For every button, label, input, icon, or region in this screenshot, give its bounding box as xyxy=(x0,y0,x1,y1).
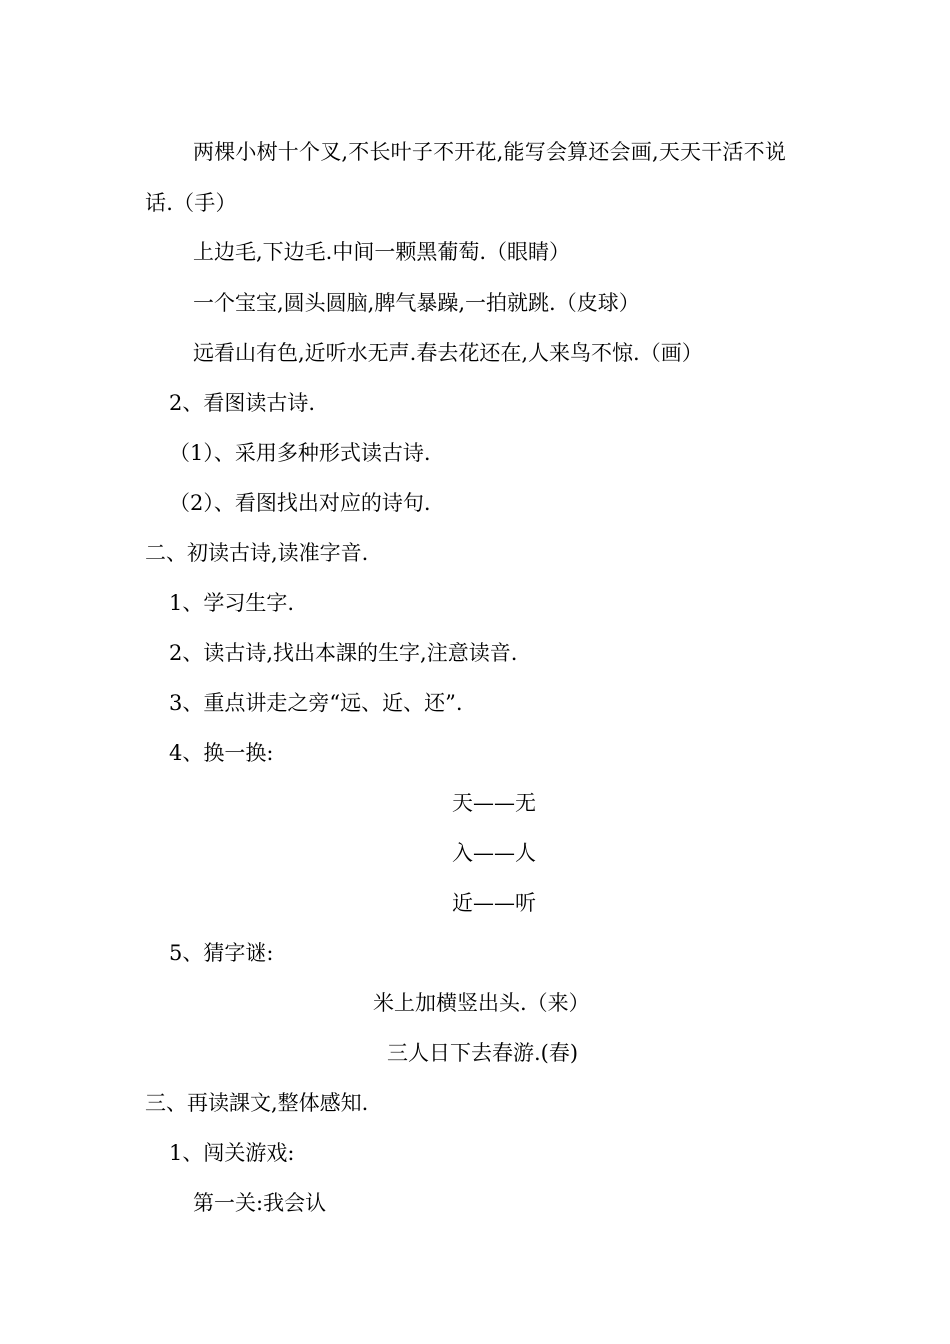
character-riddle-2: 三人日下去春游.(春) xyxy=(387,1041,579,1065)
section-2-heading: 二、初读古诗,读准字音. xyxy=(145,541,369,565)
riddle-painting: 远看山有色,近听水无声.春去花还在,人来鸟不惊.（画） xyxy=(193,341,703,365)
riddle-ball: 一个宝宝,圆头圆脑,脾气暴躁,一拍就跳.（皮球） xyxy=(193,291,640,315)
swap-pair-2: 入——人 xyxy=(452,841,536,865)
riddle-hand: 两棵小树十个叉,不长叶子不开花,能写会算还会画,天天干活不说话.（手） xyxy=(145,140,787,215)
section-2-item-4: 4、换一换: xyxy=(169,741,274,765)
section-3-heading: 三、再读課文,整体感知. xyxy=(145,1091,369,1115)
section-2-item-1: 1、学习生字. xyxy=(169,591,295,615)
step-2-sub-2: （2）、看图找出对应的诗句. xyxy=(169,491,431,515)
section-2-item-3: 3、重点讲走之旁“远、近、还”. xyxy=(169,691,463,715)
section-3-item-1: 1、闯关游戏: xyxy=(169,1141,295,1165)
section-2-item-5: 5、猜字谜: xyxy=(169,941,274,965)
level-1-label: 第一关:我会认 xyxy=(193,1191,327,1215)
swap-pair-3: 近——听 xyxy=(452,891,536,915)
step-2-sub-1: （1）、采用多种形式读古诗. xyxy=(169,441,431,465)
section-2-item-2: 2、读古诗,找出本課的生字,注意读音. xyxy=(169,641,518,665)
riddle-eyes: 上边毛,下边毛.中间一颗黑葡萄.（眼睛） xyxy=(193,240,571,264)
swap-pair-1: 天——无 xyxy=(452,791,536,815)
character-riddle-1: 米上加横竖出头.（来） xyxy=(373,991,590,1015)
step-2-heading: 2、看图读古诗. xyxy=(169,391,316,415)
